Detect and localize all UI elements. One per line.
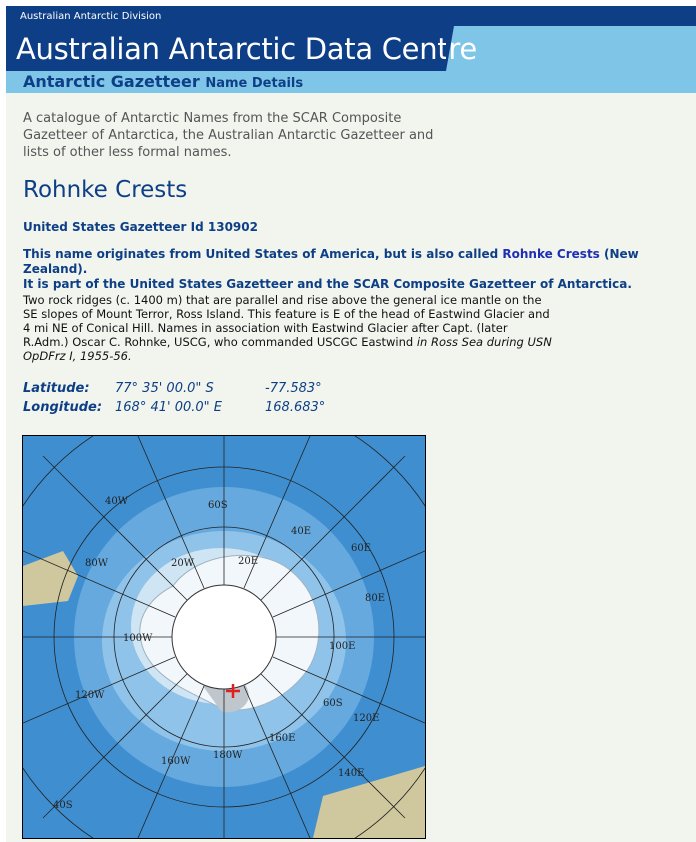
coordinates	[23, 379, 325, 417]
label-40w: 40W	[105, 496, 129, 507]
label-140e: 140E	[338, 768, 365, 779]
map-svg	[23, 436, 425, 838]
site-title[interactable]: Australian Antarctic Data Centre	[16, 32, 477, 66]
latitude-decimal: -77.583°	[265, 381, 322, 396]
description-italic: in Ross Sea during USN OpDFrz I, 1955-56.	[23, 335, 552, 363]
latitude-row	[23, 379, 325, 398]
division-bar	[6, 6, 696, 26]
section-title-text[interactable]: Antarctic Gazetteer	[23, 72, 200, 91]
intro-text: A catalogue of Antarctic Names from the SCAR Composite Gazetteer of Antarctica, the Australian Antarctic Gazetteer and lists of other less formal names.	[23, 111, 434, 160]
banner-title-panel	[6, 26, 477, 71]
label-60s-right: 60S	[323, 698, 343, 709]
label-20e: 20E	[238, 556, 259, 567]
place-description	[23, 293, 553, 363]
longitude-decimal: 168.683°	[265, 400, 326, 415]
gazetteer-id: United States Gazetteer Id 130902	[23, 220, 258, 234]
label-40s: 40S	[53, 800, 73, 811]
latitude-label: Latitude:	[23, 381, 90, 396]
longitude-row	[23, 398, 325, 417]
label-20w: 20W	[171, 558, 195, 569]
division-link[interactable]: Australian Antarctic Division	[20, 11, 162, 22]
label-160w: 160W	[161, 756, 191, 767]
place-name: Rohnke Crests	[23, 177, 188, 203]
label-180w: 180W	[213, 750, 243, 761]
latitude-dms: 77° 35' 00.0" S	[115, 381, 214, 396]
alt-name-link[interactable]: Rohnke Crests	[502, 247, 600, 261]
label-160e: 160E	[269, 733, 296, 744]
alt-country: (New Zealand).	[23, 247, 639, 276]
section-subtitle: Name Details	[205, 76, 304, 91]
pole-circle	[172, 585, 276, 689]
section-title	[23, 72, 303, 91]
description-main: Two rock ridges (c. 1400 m) that are parallel and rise above the general ice mantle on the SE slopes of Mount Terror, Ross Island. This feature is E of the head of Eastwind Glacier and 4 mi NE of Conical Hill. Names in association with Eastwind Glacier after Capt. (later R.Adm.) Oscar C. Rohnke, USCG, who commanded USCGC Eastwind	[23, 293, 550, 349]
label-80w: 80W	[85, 558, 109, 569]
location-map[interactable]	[22, 435, 426, 839]
label-120e: 120E	[353, 713, 380, 724]
origin-suffix: It is part of the United States Gazetteer and the SCAR Composite Gazetteer of Antarctica.	[23, 277, 632, 291]
label-80e: 80E	[365, 593, 386, 604]
longitude-dms: 168° 41' 00.0" E	[115, 400, 222, 415]
label-120w: 120W	[75, 690, 105, 701]
longitude-label: Longitude:	[23, 400, 103, 415]
site-banner	[6, 26, 696, 71]
label-60e: 60E	[351, 543, 372, 554]
label-40e: 40E	[291, 526, 312, 537]
origin-prefix: This name originates from United States of America, but is also called	[23, 247, 499, 261]
label-100w: 100W	[123, 633, 153, 644]
label-60s-top: 60S	[208, 500, 228, 511]
section-bar	[6, 71, 696, 93]
label-100e: 100E	[329, 641, 356, 652]
main-content	[6, 93, 696, 842]
origin-text	[23, 247, 693, 292]
